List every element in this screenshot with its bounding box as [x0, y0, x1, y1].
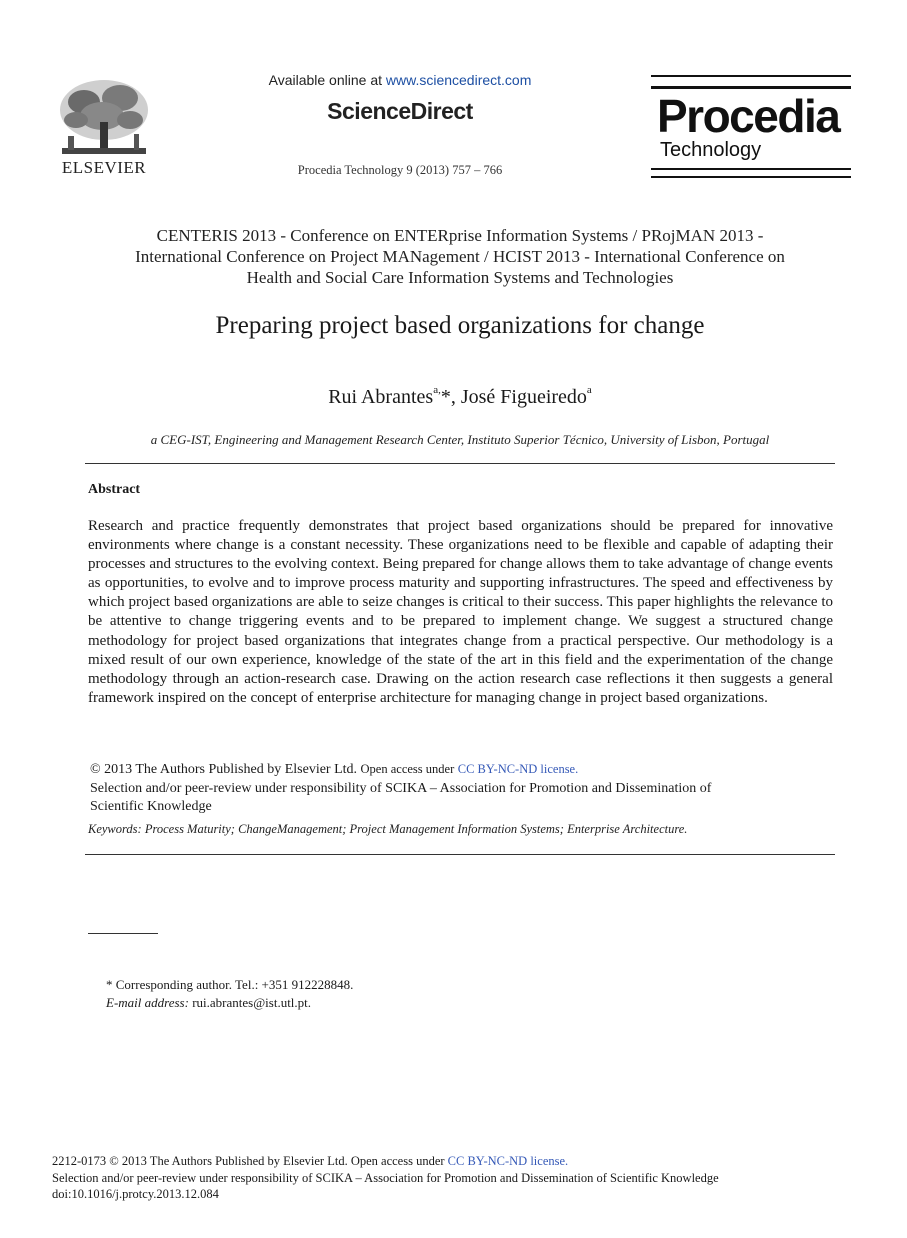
sciencedirect-logo: ScienceDirect	[327, 98, 473, 124]
conference-line-1: CENTERIS 2013 - Conference on ENTERprise Information Systems / PRojMAN 2013 -	[156, 226, 764, 245]
abstract-heading: Abstract	[88, 482, 141, 497]
license-link[interactable]: CC BY-NC-ND license.	[457, 762, 579, 776]
footer-review: Selection and/or peer-review under responsibility of SCIKA – Association for Promotion and Dissemination of Scientific Knowledge	[52, 1170, 719, 1185]
author-1: Rui Abrantes	[328, 386, 434, 408]
procedia-top-rule	[651, 75, 851, 89]
procedia-bottom-rule	[651, 168, 851, 178]
available-prefix: Available online at	[268, 72, 382, 88]
review-line-1: Selection and/or peer-review under responsibility of SCIKA – Association for Promotion and Dissemination of	[90, 780, 712, 796]
footer-open-access: Open access under	[350, 1154, 445, 1168]
divider-top	[85, 463, 835, 464]
rights-statement	[90, 760, 835, 817]
corresponding-mark: *	[440, 386, 451, 408]
page-footer	[52, 1153, 872, 1203]
journal-reference: Procedia Technology 9 (2013) 757 – 766	[297, 163, 503, 177]
footer-license-link[interactable]: CC BY-NC-ND license.	[447, 1154, 569, 1168]
footnote-rule	[88, 933, 158, 934]
footer-copyright: 2212-0173 © 2013 The Authors Published by Elsevier Ltd.	[52, 1154, 348, 1168]
footer-doi[interactable]: doi:10.1016/j.protcy.2013.12.084	[52, 1187, 219, 1201]
open-access-text: Open access under	[360, 762, 455, 776]
conference-line-3: Health and Social Care Information Systems and Technologies	[246, 268, 674, 287]
footnote	[106, 976, 353, 1012]
elsevier-wordmark: ELSEVIER	[61, 158, 147, 177]
keywords: Keywords: Process Maturity; ChangeManagement; Project Management Information Systems; Enterprise Architecture.	[88, 822, 688, 836]
email-address[interactable]: rui.abrantes@ist.utl.pt.	[192, 995, 312, 1010]
paper-title: Preparing project based organizations for change	[215, 312, 705, 339]
conference-info	[60, 225, 860, 288]
abstract-body: Research and practice frequently demonstrates that project based organizations should be prepared for innovative environments where change is a constant necessity. These organizations need to be flexible and capable of adapting their processes and structures to the evolving context. Being prepared for change allows them to take advantage of change events as opportunities, to evolve and to improve process maturity and supporting infrastructures. The speed and effectiveness by which project based organizations are able to seize changes is critical to their success. This paper highlights the relevance to be attentive to change triggering events and to be prepared to implement change. We suggest a structured change methodology for project based organizations that integrates change from a practical perspective. Our methodology is a mixed result of our own experience, knowledge of the state of the art in this field and the experimentation of the change methodology through an action-research case. Drawing on the action research case reflections it then suggests a general framework inspired on the concept of enterprise architecture for managing change in project based organizations.	[88, 518, 833, 706]
affiliation: a CEG-IST, Engineering and Management Research Center, Instituto Superior Técnico, University of Lisbon, Portugal	[150, 432, 770, 447]
author-2: José Figueiredo	[460, 386, 587, 408]
procedia-subtitle: Technology	[660, 139, 762, 161]
conference-line-2: International Conference on Project MANagement / HCIST 2013 - International Conference on	[135, 247, 785, 266]
email-label: E-mail address:	[106, 995, 189, 1010]
author-2-affil: a	[586, 384, 592, 396]
author-separator: ,	[450, 386, 461, 408]
procedia-title: Procedia	[657, 90, 840, 142]
review-line-2: Scientific Knowledge	[90, 799, 212, 814]
corresponding-author: * Corresponding author. Tel.: +351 912228848.	[106, 977, 354, 992]
sciencedirect-link[interactable]: www.sciencedirect.com	[385, 72, 532, 88]
author-1-affil: a,	[433, 384, 441, 396]
authors	[60, 386, 860, 409]
copyright-text: © 2013 The Authors Published by Elsevier Ltd.	[90, 762, 358, 777]
procedia-logo	[651, 75, 851, 175]
divider-bottom	[85, 854, 835, 855]
